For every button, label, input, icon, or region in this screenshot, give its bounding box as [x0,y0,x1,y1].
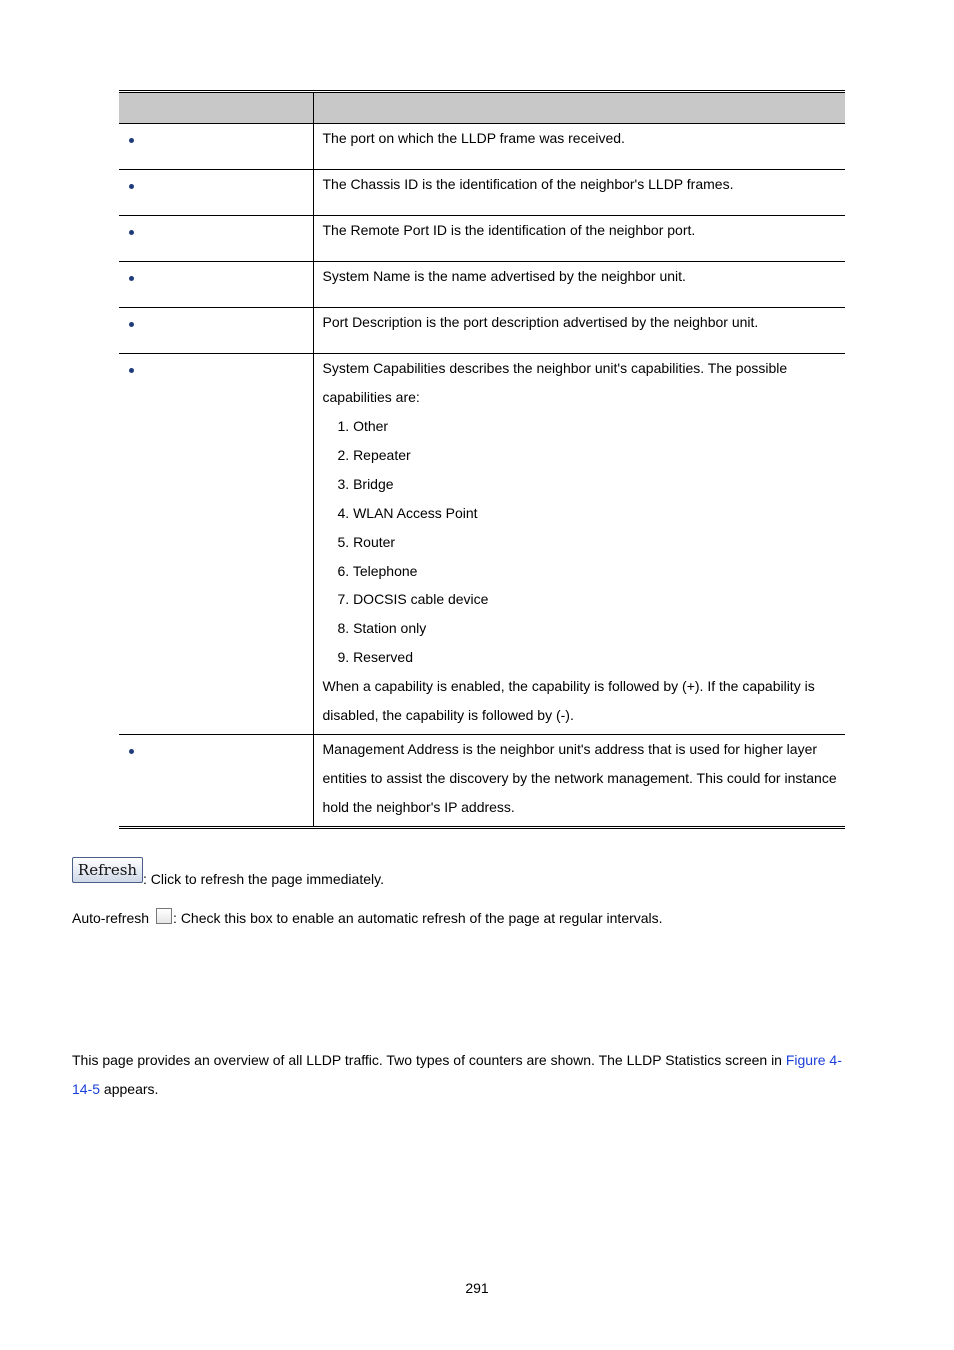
parameter-table [119,90,845,829]
bullet-icon [129,138,134,143]
paragraph-text-end: appears. [100,1081,159,1097]
autorefresh-label: Auto-refresh [72,910,150,926]
table-row [119,124,845,170]
bullet-icon [129,230,134,235]
desc-cell [313,354,845,735]
table-row [119,216,845,262]
list-item: 8. Station only [337,620,427,637]
table-row [119,170,845,216]
table-row [119,735,845,828]
desc-cell: The Chassis ID is the identification of the neighbor's LLDP frames. [313,170,845,216]
list-item: 4. WLAN Access Point [337,504,478,521]
desc-cell: Port Description is the port description advertised by the neighbor unit. [313,308,845,354]
header-object [119,92,313,124]
list-item: 9. Reserved [337,649,413,666]
autorefresh-description: : Check this box to enable an automatic refresh of the page at regular intervals. [173,910,663,926]
bullet-icon [129,368,134,373]
table-row [119,262,845,308]
param-cell [119,308,313,354]
param-cell [119,170,313,216]
intro-paragraph [72,1046,852,1104]
capabilities-note: When a capability is enabled, the capability is followed by (+). If the capability is disabled, the capability is followed by (-). [322,678,815,724]
capabilities-intro: System Capabilities describes the neighbor unit's capabilities. The possible capabilities are: [322,360,788,405]
param-cell [119,262,313,308]
param-cell [119,124,313,170]
table-header-row [119,92,845,124]
param-cell [119,216,313,262]
desc-cell: The port on which the LLDP frame was received. [313,124,845,170]
list-item: 1. Other [337,418,389,434]
list-item: 5. Router [337,533,396,550]
bullet-icon [129,749,134,754]
desc-cell: System Name is the name advertised by the neighbor unit. [313,262,845,308]
refresh-description: : Click to refresh the page immediately. [143,871,384,887]
autorefresh-line [72,904,663,932]
header-description [313,92,845,124]
list-item: 7. DOCSIS cable device [337,591,489,608]
page-number: 291 [465,1280,489,1296]
param-cell [119,735,313,828]
refresh-button[interactable]: Refresh [72,857,143,883]
param-cell [119,354,313,735]
table-row [119,308,845,354]
list-item: 3. Bridge [337,475,394,492]
desc-cell: The Remote Port ID is the identification of the neighbor port. [313,216,845,262]
refresh-line [72,857,384,887]
autorefresh-checkbox[interactable] [156,908,172,924]
list-item: 2. Repeater [337,446,411,463]
figure-link[interactable]: Figure 4-14-5 [72,1052,842,1097]
paragraph-text: This page provides an overview of all LLDP traffic. Two types of counters are shown. The LLDP Statistics screen in [72,1052,786,1068]
table-row [119,354,845,735]
capabilities-list [323,412,838,672]
bullet-icon [129,322,134,327]
list-item: 6. Telephone [337,562,418,579]
bullet-icon [129,276,134,281]
desc-cell: Management Address is the neighbor unit's address that is used for higher layer entities to assist the discovery by the network management. This could for instance hold the neighbor's IP address. [313,735,845,828]
bullet-icon [129,184,134,189]
